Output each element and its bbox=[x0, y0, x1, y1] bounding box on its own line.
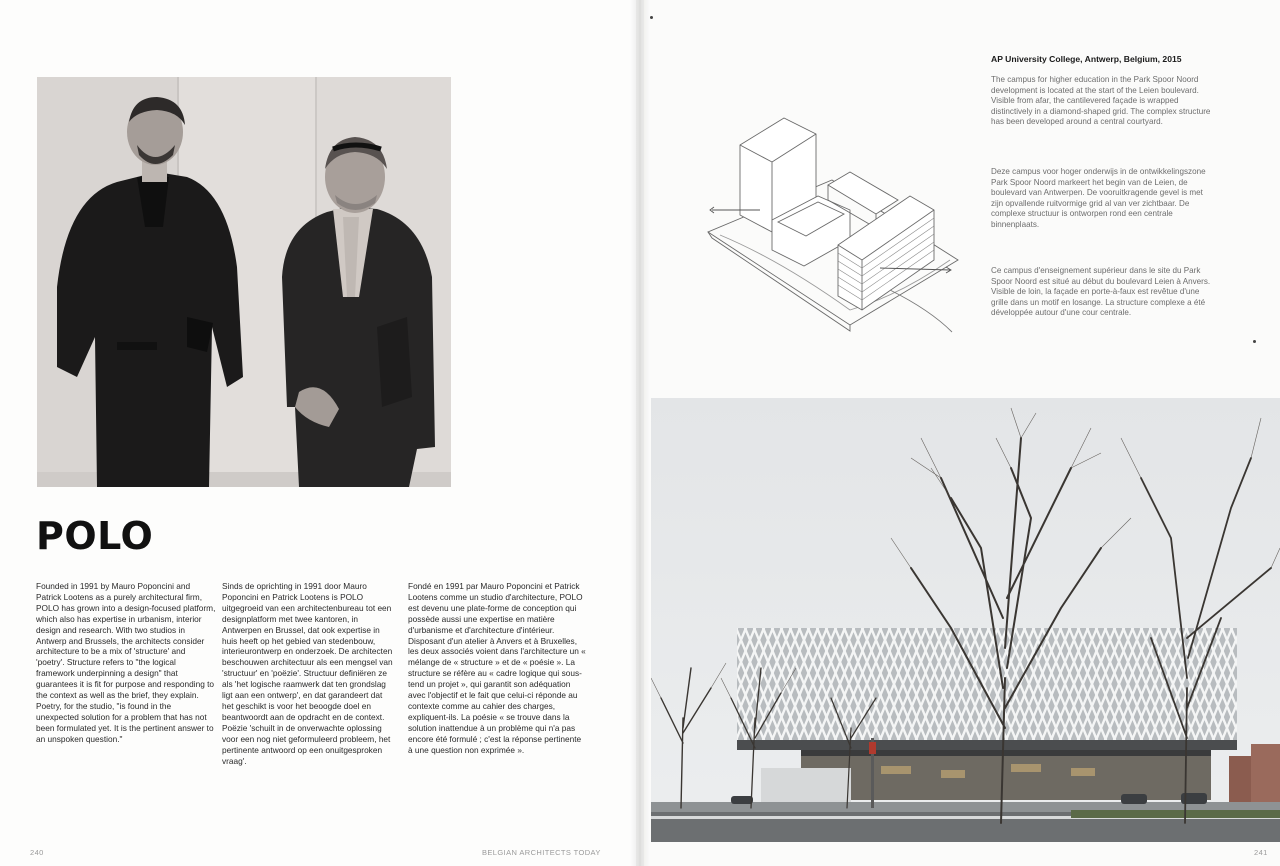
project-caption-french bbox=[991, 266, 1213, 319]
project-caption-english bbox=[991, 75, 1213, 128]
intro-column-french bbox=[408, 581, 586, 756]
architects-portrait-photo bbox=[37, 77, 451, 487]
caption-text-dutch: Deze campus voor hoger onderwijs in de ontwikkelingszone Park Spoor Noord markeert het begin van de Leien, de boulevard van Antwerpen. De vooruitkragende gevel is met zijn opvallende ruitvormige grid al van ver zichtbaar. De complexe structuur is ontworpen rond een centrale binnenplaats. bbox=[991, 167, 1206, 229]
page-number-left: 240 bbox=[30, 848, 44, 857]
left-page bbox=[0, 0, 636, 866]
intro-text-english: Founded in 1991 by Mauro Poponcini and Patrick Lootens as a purely architectural firm, POLO has grown into a design-focused platform, which also has expertise in urbanism, interior design and research. With two studios in Antwerp and Brussels, the architects consider architecture to be a mix of 'structure' and 'poetry'. Structure refers to "the logical framework underpinning a design" that guarantees it is fit for purpose and responding to the context as well as the brief, they explain. Poetry, for the studio, "is found in the unexpected solution for a problem that has not been formulated yet. It is the pertinent answer to an unspoken question." bbox=[36, 581, 216, 744]
building-photo bbox=[651, 398, 1280, 842]
page-gutter bbox=[630, 0, 650, 866]
print-speck bbox=[650, 16, 653, 19]
running-head: BELGIAN ARCHITECTS TODAY bbox=[482, 848, 601, 857]
caption-text-french: Ce campus d'enseignement supérieur dans le site du Park Spoor Noord est situé au début du boulevard Leien à Anvers. Visible de loin, la façade en porte-à-faux est revêtue d'une grille dans un motif en losange. La structure complexe a été développée autour d'une cour centrale. bbox=[991, 266, 1211, 318]
project-caption-dutch bbox=[991, 167, 1213, 231]
intro-column-dutch bbox=[222, 581, 394, 766]
firm-title: POLO bbox=[36, 514, 154, 558]
page-number-right: 241 bbox=[1254, 848, 1268, 857]
intro-text-dutch: Sinds de oprichting in 1991 door Mauro Poponcini en Patrick Lootens is POLO uitgegroeid van een architectenbureau tot een designplatform met twee kantoren, in Antwerpen en Brussel, dat ook expertise in huis heeft op het gebied van stedenbouw, interieurontwerp en onderzoek. De architecten beschouwen architectuur als een mengsel van 'structuur' en 'poëzie'. Structuur definiëren ze als 'het logische raamwerk dat ten grondslag ligt aan een ontwerp', en dat garandeert dat het geschikt is voor het beoogde doel en beantwoordt aan de opdracht en de context. Poëzie 'schuilt in de onverwachte oplossing voor een nog niet geformuleerd probleem, het pertinente antwoord op een onuitgesproken vraag'. bbox=[222, 581, 393, 766]
caption-text-english: The campus for higher education in the Park Spoor Noord development is located at the start of the Leien boulevard. Visible from afar, the cantilevered façade is wrapped distinctively in a diamond-shaped grid. The complex structure has been developed around a central courtyard. bbox=[991, 75, 1211, 127]
project-title: AP University College, Antwerp, Belgium, 2015 bbox=[991, 54, 1182, 64]
print-speck bbox=[1253, 340, 1256, 343]
axonometric-drawing bbox=[700, 110, 965, 335]
intro-column-english bbox=[36, 581, 216, 745]
intro-text-french: Fondé en 1991 par Mauro Poponcini et Patrick Lootens comme un studio d'architecture, POLO est devenu une plate-forme de conception qui possède aussi une expertise en matière d'urbanisme et d'architecture d'intérieur. Disposant d'un atelier à Anvers et à Bruxelles, les deux associés voient dans l'architecture un « mélange de « structure » et de « poésie ». La structure se réfère au « cadre logique qui sous-tend un projet », qui garantit son adéquation avec l'objectif et le fait que celui-ci réponde au contexte comme au cahier des charges, expliquent-ils. La poésie « se trouve dans la solution inattendue à un problème qui n'a pas encore été formulé ; c'est la réponse pertinente à une question non exprimée ». bbox=[408, 581, 586, 755]
